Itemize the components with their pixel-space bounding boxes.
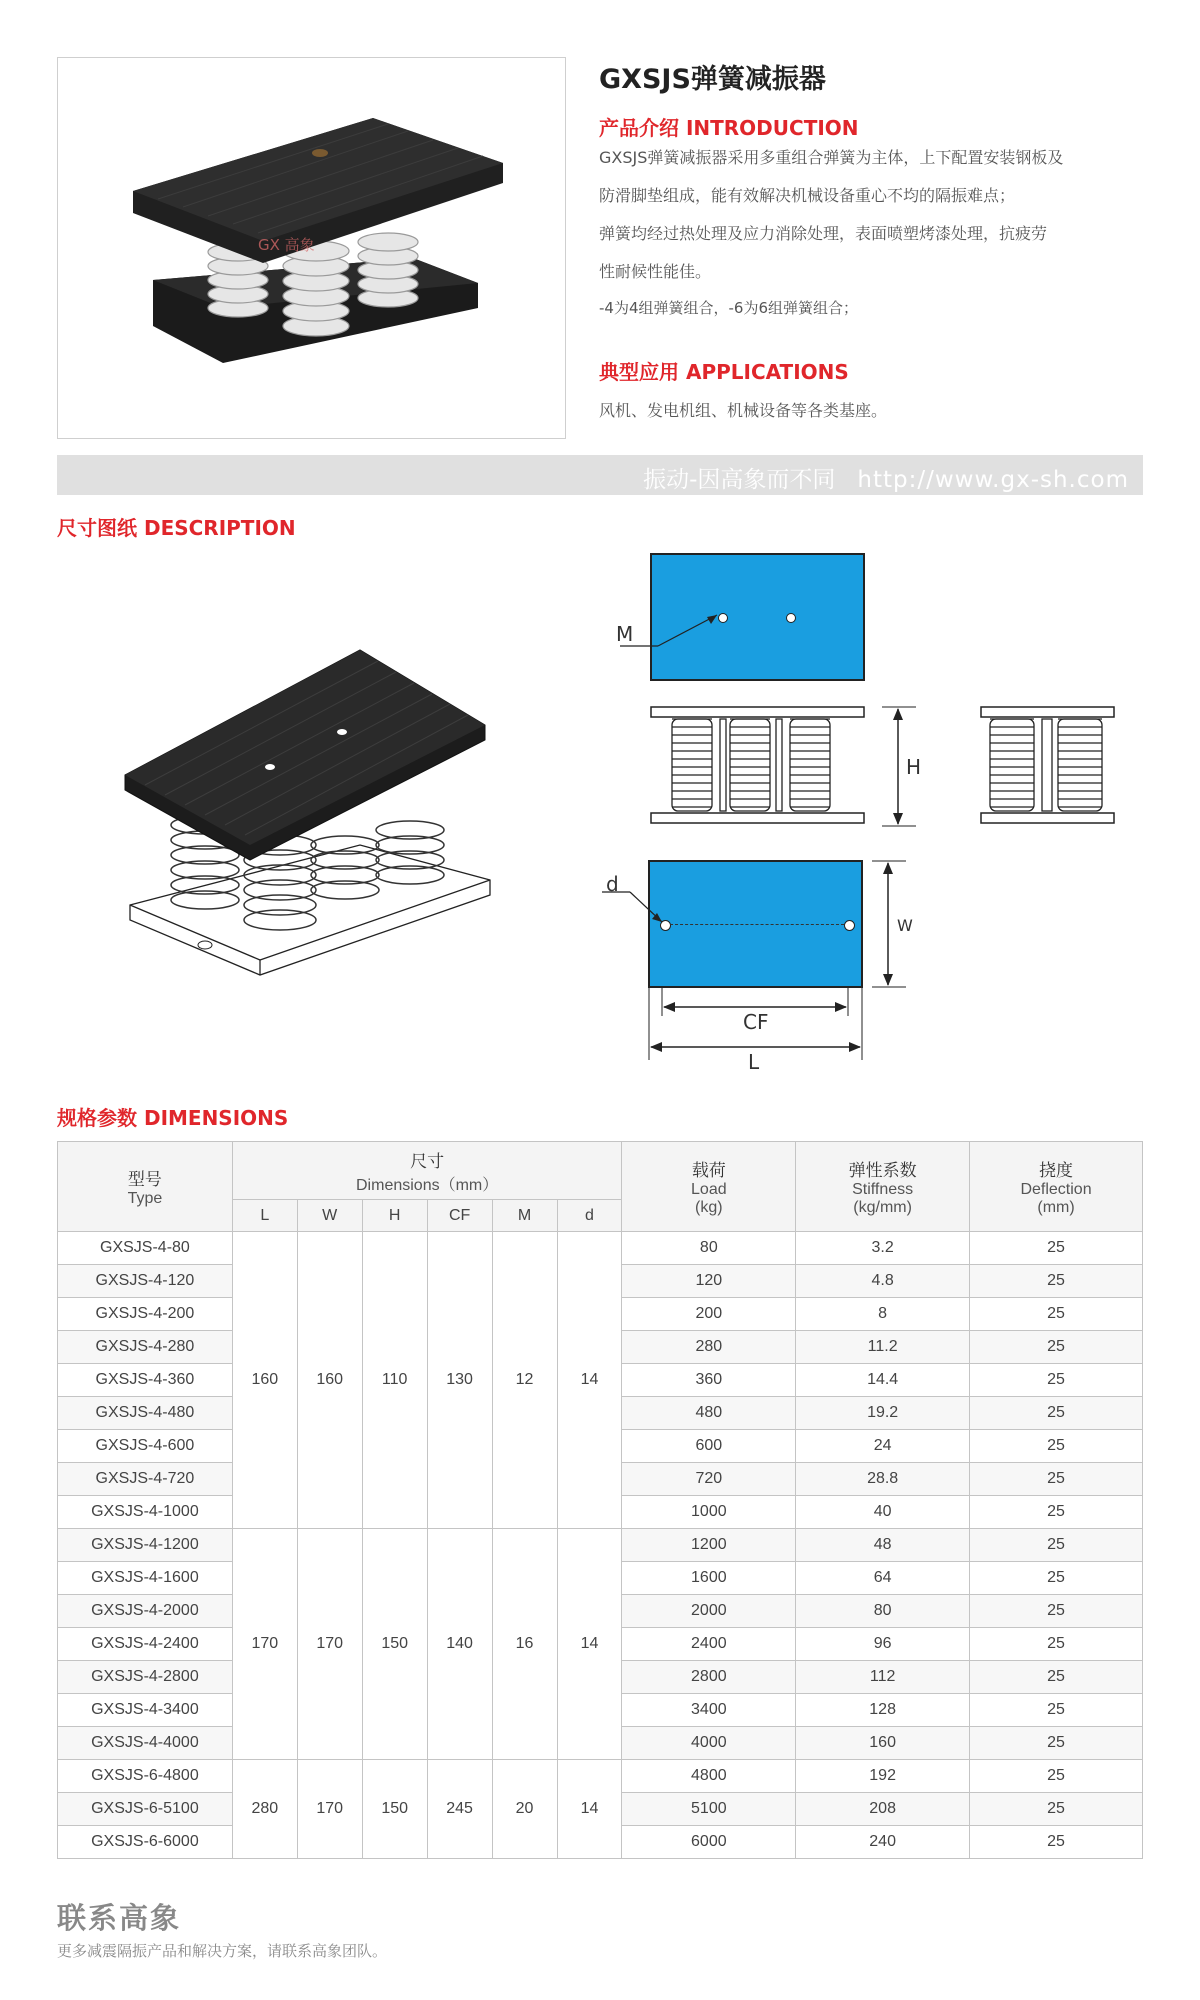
load-cell: 2400 xyxy=(622,1628,796,1661)
type-cell: GXSJS-4-4000 xyxy=(58,1727,233,1760)
header-stiffness: 弹性系数 Stiffness (kg/mm) xyxy=(796,1142,970,1232)
header-cf: CF xyxy=(427,1200,492,1232)
stiffness-cell: 208 xyxy=(796,1793,970,1826)
dimensions-heading: 规格参数 DIMENSIONS xyxy=(57,1106,289,1130)
banner-slogan: 振动-因高象而不同 xyxy=(643,467,836,493)
table-row xyxy=(58,1760,1143,1793)
type-cell: GXSJS-4-720 xyxy=(58,1463,233,1496)
load-cell: 2000 xyxy=(622,1595,796,1628)
label-cf: CF xyxy=(743,1010,769,1034)
stiffness-cell: 64 xyxy=(796,1562,970,1595)
deflection-cell: 25 xyxy=(970,1793,1143,1826)
header-deflection: 挠度 Deflection (mm) xyxy=(970,1142,1143,1232)
type-cell: GXSJS-4-360 xyxy=(58,1364,233,1397)
stiffness-cell: 80 xyxy=(796,1595,970,1628)
applications-text: 风机、发电机组、机械设备等各类基座。 xyxy=(599,401,888,420)
header-m: M xyxy=(492,1200,557,1232)
deflection-cell: 25 xyxy=(970,1463,1143,1496)
deflection-cell: 25 xyxy=(970,1298,1143,1331)
load-cell: 3400 xyxy=(622,1694,796,1727)
stiffness-cell: 24 xyxy=(796,1430,970,1463)
stiffness-cell: 160 xyxy=(796,1727,970,1760)
header-l: L xyxy=(232,1200,297,1232)
stiffness-cell: 11.2 xyxy=(796,1331,970,1364)
deflection-cell: 25 xyxy=(970,1397,1143,1430)
deflection-cell: 25 xyxy=(970,1661,1143,1694)
type-cell: GXSJS-4-80 xyxy=(58,1232,233,1265)
banner-url-link[interactable]: http://www.gx-sh.com xyxy=(857,467,1129,493)
stiffness-cell: 192 xyxy=(796,1760,970,1793)
deflection-cell: 25 xyxy=(970,1430,1143,1463)
load-cell: 120 xyxy=(622,1265,796,1298)
product-title: GXSJS弹簧减振器 xyxy=(599,64,826,95)
product-photo-frame xyxy=(57,57,566,439)
stiffness-cell: 96 xyxy=(796,1628,970,1661)
stiffness-cell: 4.8 xyxy=(796,1265,970,1298)
stiffness-cell: 48 xyxy=(796,1529,970,1562)
cf-centerline xyxy=(670,924,844,925)
description-heading: 尺寸图纸 DESCRIPTION xyxy=(57,516,296,540)
intro-line: -4为4组弹簧组合，-6为6组弹簧组合； xyxy=(599,299,859,317)
dimension-cell-d: 14 xyxy=(557,1760,622,1859)
type-cell: GXSJS-6-5100 xyxy=(58,1793,233,1826)
load-cell: 4800 xyxy=(622,1760,796,1793)
load-cell: 720 xyxy=(622,1463,796,1496)
deflection-cell: 25 xyxy=(970,1562,1143,1595)
dimension-cell-cf: 245 xyxy=(427,1760,492,1859)
deflection-cell: 25 xyxy=(970,1529,1143,1562)
label-m: M xyxy=(616,622,634,646)
type-cell: GXSJS-4-2800 xyxy=(58,1661,233,1694)
load-cell: 4000 xyxy=(622,1727,796,1760)
dimension-cell-h: 150 xyxy=(362,1760,427,1859)
dimension-cell-m: 20 xyxy=(492,1760,557,1859)
type-cell: GXSJS-4-480 xyxy=(58,1397,233,1430)
dimension-cell-w: 160 xyxy=(297,1232,362,1529)
dimension-cell-l: 280 xyxy=(232,1760,297,1859)
load-cell: 80 xyxy=(622,1232,796,1265)
dimension-cell-cf: 130 xyxy=(427,1232,492,1529)
banner-text xyxy=(643,461,1129,494)
dimension-cell-d: 14 xyxy=(557,1232,622,1529)
stiffness-cell: 240 xyxy=(796,1826,970,1859)
intro-line: 弹簧均经过热处理及应力消除处理，表面喷塑烤漆处理，抗疲劳 xyxy=(599,224,1048,243)
dimension-cell-l: 160 xyxy=(232,1232,297,1529)
contact-title: 联系高象 xyxy=(57,1901,182,1935)
load-cell: 6000 xyxy=(622,1826,796,1859)
load-cell: 600 xyxy=(622,1430,796,1463)
dimension-cell-h: 150 xyxy=(362,1529,427,1760)
type-cell: GXSJS-4-280 xyxy=(58,1331,233,1364)
type-cell: GXSJS-4-2000 xyxy=(58,1595,233,1628)
header-type: 型号 Type xyxy=(58,1142,233,1232)
applications-heading: 典型应用 APPLICATIONS xyxy=(599,360,849,384)
dimension-cell-m: 12 xyxy=(492,1232,557,1529)
deflection-cell: 25 xyxy=(970,1496,1143,1529)
deflection-cell: 25 xyxy=(970,1331,1143,1364)
stiffness-cell: 28.8 xyxy=(796,1463,970,1496)
intro-line: 性耐候性能佳。 xyxy=(599,262,712,281)
dimension-cell-d: 14 xyxy=(557,1529,622,1760)
stiffness-cell: 3.2 xyxy=(796,1232,970,1265)
type-cell: GXSJS-4-1200 xyxy=(58,1529,233,1562)
stiffness-cell: 112 xyxy=(796,1661,970,1694)
introduction-heading: 产品介绍 INTRODUCTION xyxy=(599,116,859,140)
type-cell: GXSJS-4-200 xyxy=(58,1298,233,1331)
header-w: W xyxy=(297,1200,362,1232)
side-view-b xyxy=(980,705,1115,825)
dimension-cell-cf: 140 xyxy=(427,1529,492,1760)
photo-watermark: GX 高象 xyxy=(258,236,315,254)
type-cell: GXSJS-6-4800 xyxy=(58,1760,233,1793)
load-cell: 1600 xyxy=(622,1562,796,1595)
header-load: 载荷 Load (kg) xyxy=(622,1142,796,1232)
mount-hole xyxy=(786,613,796,623)
type-cell: GXSJS-4-3400 xyxy=(58,1694,233,1727)
stiffness-cell: 19.2 xyxy=(796,1397,970,1430)
spring-isolator-photo xyxy=(58,58,565,438)
type-cell: GXSJS-6-6000 xyxy=(58,1826,233,1859)
deflection-cell: 25 xyxy=(970,1826,1143,1859)
foot-hole xyxy=(844,920,855,931)
load-cell: 360 xyxy=(622,1364,796,1397)
deflection-cell: 25 xyxy=(970,1265,1143,1298)
label-h: H xyxy=(906,755,922,779)
stiffness-cell: 8 xyxy=(796,1298,970,1331)
load-cell: 5100 xyxy=(622,1793,796,1826)
slogan-banner xyxy=(57,455,1143,495)
dimension-cell-m: 16 xyxy=(492,1529,557,1760)
stiffness-cell: 40 xyxy=(796,1496,970,1529)
type-cell: GXSJS-4-1600 xyxy=(58,1562,233,1595)
contact-subtitle: 更多减震隔振产品和解决方案，请联系高象团队。 xyxy=(57,1942,388,1960)
load-cell: 280 xyxy=(622,1331,796,1364)
deflection-cell: 25 xyxy=(970,1760,1143,1793)
label-l: L xyxy=(748,1050,760,1074)
dimension-cell-w: 170 xyxy=(297,1529,362,1760)
bottom-view-plate xyxy=(648,860,863,988)
deflection-cell: 25 xyxy=(970,1232,1143,1265)
deflection-cell: 25 xyxy=(970,1595,1143,1628)
load-cell: 1000 xyxy=(622,1496,796,1529)
header-d: d xyxy=(557,1200,622,1232)
type-cell: GXSJS-4-600 xyxy=(58,1430,233,1463)
label-d: d xyxy=(606,872,619,896)
deflection-cell: 25 xyxy=(970,1727,1143,1760)
side-view-a xyxy=(650,705,865,825)
label-w: W xyxy=(897,916,913,935)
header-h: H xyxy=(362,1200,427,1232)
dimension-cell-h: 110 xyxy=(362,1232,427,1529)
type-cell: GXSJS-4-120 xyxy=(58,1265,233,1298)
load-cell: 200 xyxy=(622,1298,796,1331)
table-row xyxy=(58,1529,1143,1562)
stiffness-cell: 14.4 xyxy=(796,1364,970,1397)
load-cell: 1200 xyxy=(622,1529,796,1562)
intro-line: GXSJS弹簧减振器采用多重组合弹簧为主体，上下配置安装钢板及 xyxy=(599,148,1064,167)
spec-table xyxy=(57,1141,1143,1859)
type-cell: GXSJS-4-1000 xyxy=(58,1496,233,1529)
dimension-cell-w: 170 xyxy=(297,1760,362,1859)
deflection-cell: 25 xyxy=(970,1364,1143,1397)
dimension-cell-l: 170 xyxy=(232,1529,297,1760)
table-row xyxy=(58,1232,1143,1265)
isometric-drawing xyxy=(120,640,500,1020)
load-cell: 2800 xyxy=(622,1661,796,1694)
load-cell: 480 xyxy=(622,1397,796,1430)
header-dimensions: 尺寸 Dimensions（mm） xyxy=(232,1142,622,1200)
intro-line: 防滑脚垫组成，能有效解决机械设备重心不均的隔振难点； xyxy=(599,186,1016,205)
deflection-cell: 25 xyxy=(970,1628,1143,1661)
stiffness-cell: 128 xyxy=(796,1694,970,1727)
deflection-cell: 25 xyxy=(970,1694,1143,1727)
type-cell: GXSJS-4-2400 xyxy=(58,1628,233,1661)
